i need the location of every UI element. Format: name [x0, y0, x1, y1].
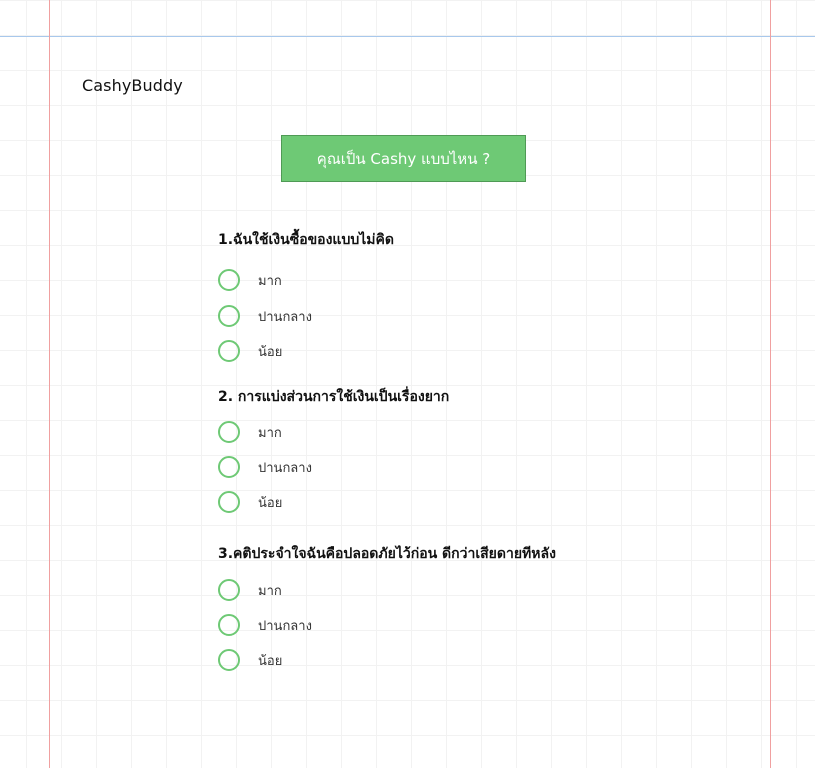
option-little[interactable]: [218, 340, 282, 362]
radio-button[interactable]: [218, 340, 240, 362]
quiz-title-button[interactable]: คุณเป็น Cashy แบบไหน ?: [281, 135, 526, 182]
option-medium[interactable]: [218, 614, 312, 636]
question-label: 2. การแบ่งส่วนการใช้เงินเป็นเรื่องยาก: [218, 389, 450, 405]
option-little[interactable]: [218, 649, 282, 671]
question-label: 1.ฉันใช้เงินซื้อของแบบไม่คิด: [218, 232, 394, 248]
option-medium[interactable]: [218, 305, 312, 327]
radio-button[interactable]: [218, 491, 240, 513]
option-label: น้อย: [258, 344, 283, 360]
radio-button[interactable]: [218, 269, 240, 291]
radio-button[interactable]: [218, 305, 240, 327]
option-label: ปานกลาง: [258, 460, 312, 476]
option-label: ปานกลาง: [258, 618, 312, 634]
option-label: มาก: [258, 273, 282, 289]
radio-button[interactable]: [218, 649, 240, 671]
radio-button[interactable]: [218, 579, 240, 601]
option-much[interactable]: [218, 269, 282, 291]
option-label: น้อย: [258, 653, 283, 669]
radio-button[interactable]: [218, 456, 240, 478]
option-little[interactable]: [218, 491, 282, 513]
option-much[interactable]: [218, 421, 282, 443]
option-much[interactable]: [218, 579, 282, 601]
radio-button[interactable]: [218, 614, 240, 636]
option-label: น้อย: [258, 495, 283, 511]
radio-button[interactable]: [218, 421, 240, 443]
brand-logo-text: CashyBuddy: [82, 76, 183, 95]
question-1: [218, 229, 394, 360]
option-medium[interactable]: [218, 456, 312, 478]
horizontal-guide-line: [0, 36, 815, 37]
question-3: [218, 543, 556, 669]
right-margin-guide: [770, 0, 771, 768]
option-label: มาก: [258, 583, 282, 599]
question-2: [218, 386, 450, 511]
option-label: ปานกลาง: [258, 309, 312, 325]
left-margin-guide: [49, 0, 50, 768]
question-label: 3.คติประจำใจฉันคือปลอดภัยไว้ก่อน ดีกว่าเสียดายทีหลัง: [218, 546, 556, 562]
option-label: มาก: [258, 425, 282, 441]
